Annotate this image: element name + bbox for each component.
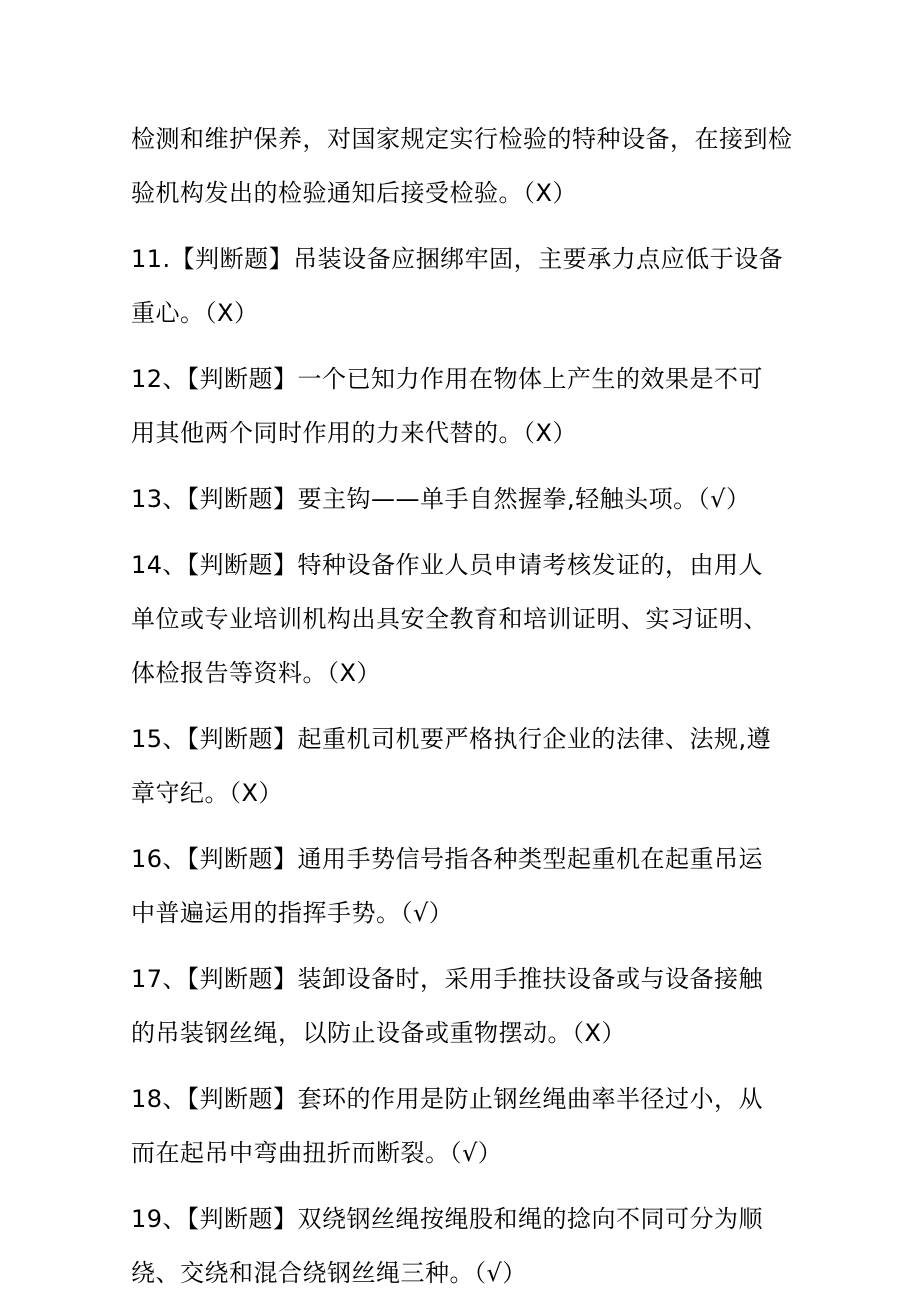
text-line: 用其他两个同时作用的力来代替的。（X） bbox=[131, 419, 577, 447]
text-line: 中普遍运用的指挥手势。（√） bbox=[131, 899, 454, 927]
question-15 bbox=[131, 712, 811, 820]
question-17 bbox=[131, 952, 811, 1060]
text-line: 章守纪。（X） bbox=[131, 779, 283, 807]
text-line: 11.【判断题】吊装设备应捆绑牢固，主要承力点应低于设备 bbox=[131, 245, 784, 273]
text-line: 14、【判断题】特种设备作业人员申请考核发证的，由用人 bbox=[131, 551, 764, 579]
question-14 bbox=[131, 538, 811, 700]
text-line: 18、【判断题】套环的作用是防止钢丝绳曲率半径过小，从 bbox=[131, 1085, 764, 1113]
text-line: 绕、交绕和混合绕钢丝绳三种。（√） bbox=[131, 1259, 527, 1287]
text-line: 17、【判断题】装卸设备时，采用手推扶设备或与设备接触 bbox=[131, 965, 764, 993]
text-line: 的吊装钢丝绳，以防止设备或重物摆动。（X） bbox=[131, 1019, 626, 1047]
question-16 bbox=[131, 832, 811, 940]
text-line: 16、【判断题】通用手势信号指各种类型起重机在起重吊运 bbox=[131, 845, 764, 873]
text-line: 15、【判断题】起重机司机要严格执行企业的法律、法规,遵 bbox=[131, 725, 772, 753]
question-18 bbox=[131, 1072, 811, 1180]
text-line: 验机构发出的检验通知后接受检验。（X） bbox=[131, 179, 577, 207]
question-11 bbox=[131, 232, 811, 340]
text-line: 13、【判断题】要主钩——单手自然握拳,轻触头项。（√） bbox=[131, 485, 751, 513]
text-line: 12、【判断题】一个已知力作用在物体上产生的效果是不可 bbox=[131, 365, 764, 393]
document-page bbox=[131, 112, 811, 1312]
paragraph-continued bbox=[131, 112, 811, 220]
question-12 bbox=[131, 352, 811, 460]
text-line: 单位或专业培训机构出具安全教育和培训证明、实习证明、 bbox=[131, 605, 768, 633]
text-line: 检测和维护保养，对国家规定实行检验的特种设备，在接到检 bbox=[131, 125, 793, 153]
text-line: 而在起吊中弯曲扭折而断裂。（√） bbox=[131, 1139, 503, 1167]
text-line: 体检报告等资料。（X） bbox=[131, 659, 381, 687]
question-19 bbox=[131, 1192, 811, 1300]
text-line: 19、【判断题】双绕钢丝绳按绳股和绳的捻向不同可分为顺 bbox=[131, 1205, 764, 1233]
text-line: 重心。（X） bbox=[131, 299, 259, 327]
question-13 bbox=[131, 472, 811, 526]
